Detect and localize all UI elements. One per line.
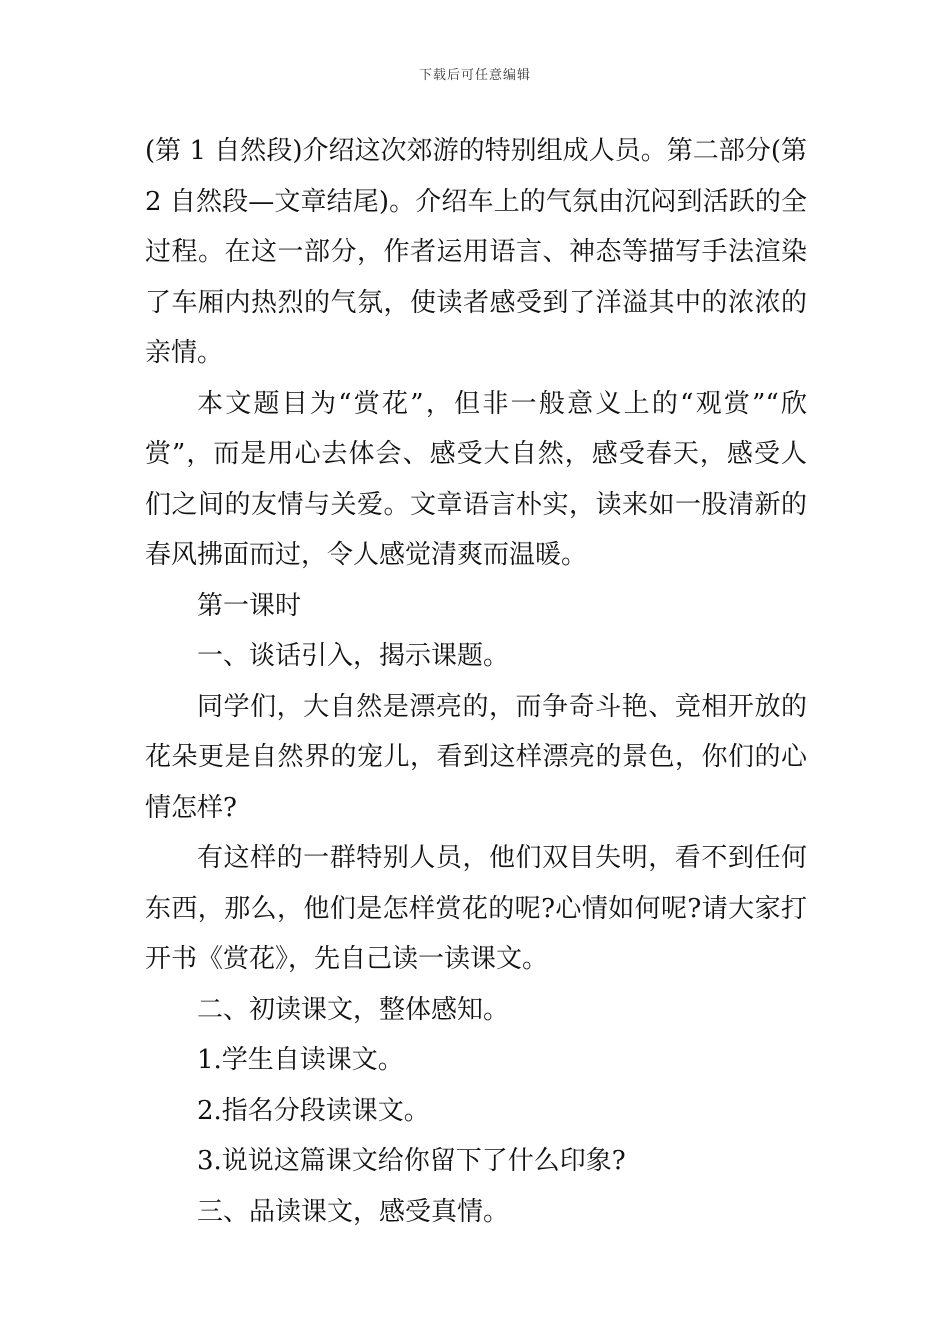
list-item-self-reading: 1.学生自读课文。: [197, 1045, 404, 1075]
list-item-section-reading: 2.指名分段读课文。: [197, 1095, 430, 1126]
section-heading-first-reading: 二、初读课文，整体感知。: [197, 994, 510, 1025]
paragraph-nature-question: 同学们，大自然是漂亮的，而争奇斗艳、竞相开放的花朵更是自然界的宠儿，看到这样漂亮的景色，你们的心情怎样?: [145, 691, 807, 823]
paragraph-title-meaning: 本文题目为“赏花”，但非一般意义上的“观赏”“欣赏”，而是用心去体会、感受大自然，感受春天，感受人们之间的友情与关爱。文章语言朴实，读来如一股清新的春风拂面而过，令人感觉清爽而温暖。: [145, 388, 807, 570]
section-heading-close-reading: 三、品读课文，感受真情。: [197, 1196, 510, 1227]
page-header-note: 下载后可任意编辑: [418, 68, 531, 83]
lesson-period-heading: 第一课时: [197, 590, 302, 621]
list-item-impression: 3.说说这篇课文给你留下了什么印象?: [197, 1146, 626, 1176]
paragraph-blind-people: 有这样的一群特别人员，他们双目失明，看不到任何东西，那么，他们是怎样赏花的呢?心情如何呢?请大家打开书《赏花》，先自己读一读课文。: [145, 843, 807, 974]
paragraph-structure-summary: (第 1 自然段)介绍这次郊游的特别组成人员。第二部分(第 2 自然段—文章结尾)。介绍车上的气氛由沉闷到活跃的全过程。在这一部分，作者运用语言、神态等描写手法渲染了车厢内热烈的气氛，使读者感受到了洋溢其中的浓浓的亲情。: [145, 136, 807, 368]
section-heading-introduction: 一、谈话引入，揭示课题。: [197, 641, 510, 671]
document-body: [145, 126, 807, 1237]
